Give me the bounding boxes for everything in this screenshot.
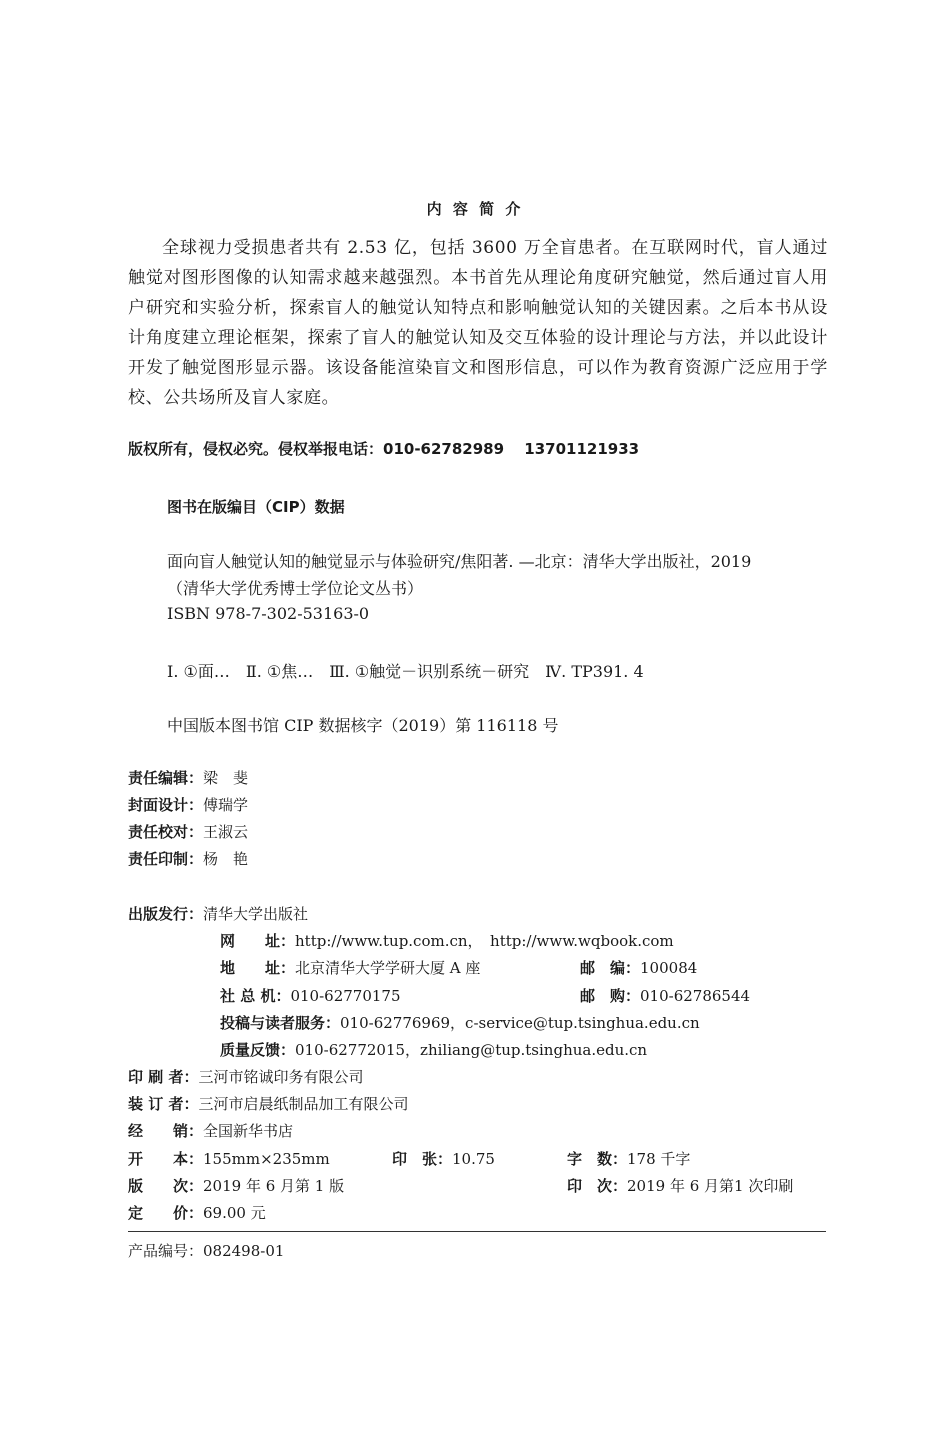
printer-value: 三河市铭诚印务有限公司 [198, 1068, 364, 1086]
mail-order-label: 邮 购： [580, 987, 641, 1005]
cip-heading: 图书在版编目（CIP）数据 [167, 498, 345, 516]
cip-classification: Ⅰ. ①面… Ⅱ. ①焦… Ⅲ. ①触觉－识别系统－研究 Ⅳ. TP391. 4 [167, 662, 644, 681]
edition-row [128, 1175, 344, 1196]
distributor-row [128, 1120, 293, 1141]
printer-label: 印 刷 者： [128, 1068, 199, 1086]
address-label: 地 址： [220, 959, 296, 977]
price-row [128, 1202, 266, 1223]
format-row [128, 1148, 330, 1169]
staff-cover-design [128, 794, 248, 815]
staff-value: 王淑云 [203, 823, 249, 841]
zip-value: 100084 [640, 959, 698, 977]
service-value: 010-62776969，c-service@tup.tsinghua.edu.cn [340, 1014, 700, 1032]
distributor-value: 全国新华书店 [203, 1122, 294, 1140]
price-label: 定 价： [128, 1204, 204, 1222]
staff-label: 责任编辑： [128, 769, 204, 787]
staff-label: 封面设计： [128, 796, 204, 814]
printer-row [128, 1066, 363, 1087]
page-title: 内 容 简 介 [426, 200, 524, 218]
edition-value: 2019 年 6 月第 1 版 [203, 1177, 345, 1195]
publisher-zip-row [580, 957, 697, 978]
word-count-value: 178 千字 [627, 1150, 691, 1168]
impression-value: 2019 年 6 月第1 次印刷 [627, 1177, 794, 1195]
staff-value: 梁 斐 [203, 769, 249, 787]
binder-label: 装 订 者： [128, 1095, 199, 1113]
staff-label: 责任印制： [128, 850, 204, 868]
staff-value: 傅瑞学 [203, 796, 249, 814]
publisher-web-row [220, 930, 674, 951]
impression-label: 印 次： [567, 1177, 628, 1195]
address-value: 北京清华大学学研大厦 A 座 [295, 959, 481, 977]
staff-editor [128, 767, 248, 788]
publisher-row [128, 903, 308, 924]
word-count-row [567, 1148, 690, 1169]
publisher-tel-row [220, 985, 401, 1006]
format-label: 开 本： [128, 1150, 204, 1168]
binder-row [128, 1093, 408, 1114]
staff-label: 责任校对： [128, 823, 204, 841]
publisher-quality-row [220, 1039, 647, 1060]
product-code: 产品编号：082498-01 [128, 1242, 285, 1260]
staff-proofreader [128, 821, 248, 842]
service-label: 投稿与读者服务： [220, 1014, 341, 1032]
word-count-label: 字 数： [567, 1150, 628, 1168]
content-summary: 全球视力受损患者共有 2.53 亿，包括 3600 万全盲患者。在互联网时代，盲人通过触觉对图形图像的认知需求越来越强烈。本书首先从理论角度研究触觉，然后通过盲人用户研究和实验分析，探索盲人的触觉认知特点和影响触觉认知的关键因素。之后本书从设计角度建立理论框架，探索了盲人的触觉认知及交互体验的设计理论与方法，并以此设计开发了触觉图形显示器。该设备能渲染盲文和图形信息，可以作为教育资源广泛应用于学校、公共场所及盲人家庭。 [128, 238, 828, 408]
sheets-label: 印 张： [392, 1150, 453, 1168]
quality-label: 质量反馈： [220, 1041, 296, 1059]
sheets-row [392, 1148, 495, 1169]
impression-row [567, 1175, 793, 1196]
publisher-label: 出版发行： [128, 905, 204, 923]
binder-value: 三河市启晨纸制品加工有限公司 [198, 1095, 409, 1113]
web-label: 网 址： [220, 932, 296, 950]
format-value: 155mm×235mm [203, 1150, 330, 1168]
tel-label: 社 总 机： [220, 987, 291, 1005]
sheets-value: 10.75 [452, 1150, 495, 1168]
publisher-mail-order-row [580, 985, 750, 1006]
cip-isbn: ISBN 978-7-302-53163-0 [167, 604, 370, 623]
cip-record: 中国版本图书馆 CIP 数据核字（2019）第 116118 号 [167, 716, 559, 735]
copyright-notice: 版权所有，侵权必究。侵权举报电话：010-62782989 13701121933 [128, 440, 640, 458]
mail-order-value: 010-62786544 [640, 987, 751, 1005]
divider [128, 1231, 826, 1232]
distributor-label: 经 销： [128, 1122, 204, 1140]
publisher-service-row [220, 1012, 700, 1033]
staff-value: 杨 艳 [203, 850, 249, 868]
quality-value: 010-62772015，zhiliang@tup.tsinghua.edu.cn [295, 1041, 648, 1059]
cip-line-2: （清华大学优秀博士学位论文丛书） [167, 579, 424, 598]
staff-printing [128, 848, 248, 869]
zip-label: 邮 编： [580, 959, 641, 977]
publisher-address-row [220, 957, 480, 978]
cip-line-1: 面向盲人触觉认知的触觉显示与体验研究/焦阳著. —北京：清华大学出版社，2019 [167, 552, 752, 571]
edition-label: 版 次： [128, 1177, 204, 1195]
price-value: 69.00 元 [203, 1204, 266, 1222]
web-value[interactable]: http://www.tup.com.cn， http://www.wqbook.com [295, 932, 674, 950]
tel-value: 010-62770175 [290, 987, 401, 1005]
publisher-value: 清华大学出版社 [203, 905, 309, 923]
